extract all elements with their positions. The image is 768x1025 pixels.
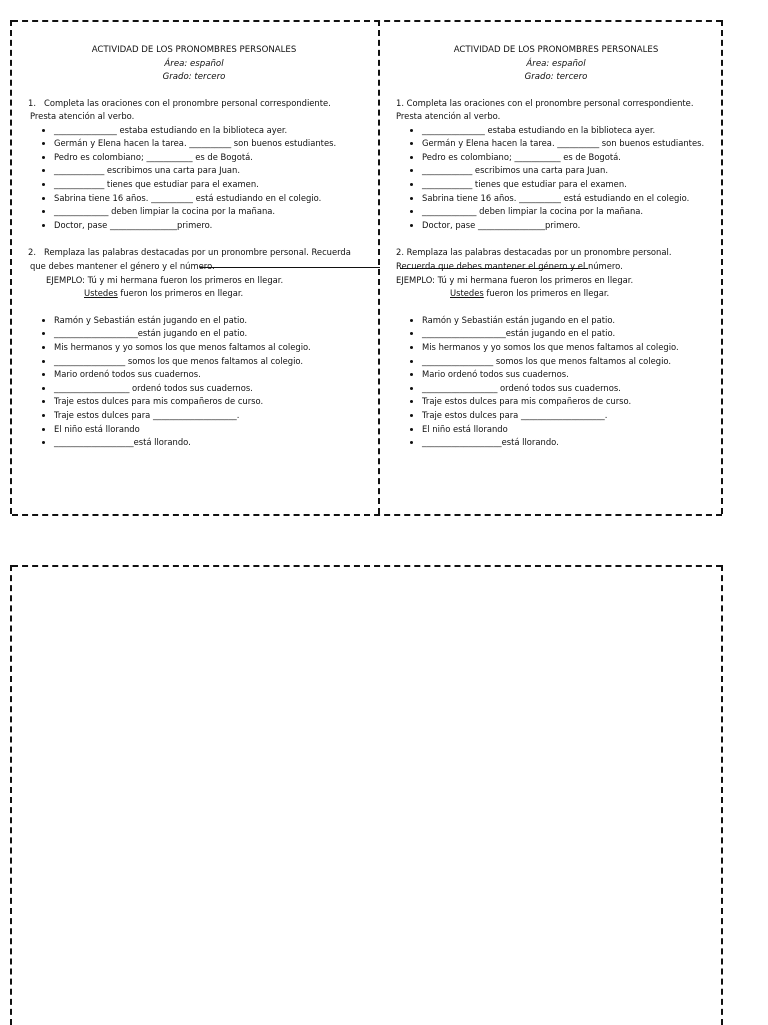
list-item: • _________________ somos los que menos faltamos al colegio. [54, 355, 360, 369]
example-sentence: EJEMPLO: Tú y mi hermana fueron los primeros en llegar. [396, 274, 634, 285]
list-item: • Ramón y Sebastián están jugando en el patio. [422, 314, 716, 328]
list-item: • Mis hermanos y yo somos los que menos faltamos al colegio. [422, 341, 716, 355]
example-answer-rest: fueron los primeros en llegar. [117, 288, 244, 299]
worksheet-right [396, 44, 716, 450]
section-1 [396, 97, 716, 233]
worksheet-header [28, 44, 360, 85]
section-1-instruction [396, 97, 716, 111]
section-1-instruction-line1: Completa las oraciones con el pronombre personal correspondiente. [44, 97, 331, 108]
list-item: • Traje estos dulces para ____________________. [54, 409, 360, 423]
example-answer [396, 287, 716, 301]
worksheet-left [28, 44, 360, 450]
example-answer-rest: fueron los primeros en llegar. [483, 288, 610, 299]
example-answer-word: Ustedes [84, 288, 118, 299]
list-item: • ____________ escribimos una carta para Juan. [54, 164, 360, 178]
list-item: • ____________ tienes que estudiar para el examen. [422, 178, 716, 192]
list-item: • ____________________están jugando en el patio. [422, 327, 716, 341]
list-item: • ____________ escribimos una carta para Juan. [422, 164, 716, 178]
section-2-instruction [396, 246, 716, 260]
pen-stroke [400, 268, 588, 269]
list-item: • Sabrina tiene 16 años. __________ está estudiando en el colegio. [422, 192, 716, 206]
list-item: • _____________ deben limpiar la cocina por la mañana. [422, 205, 716, 219]
section-2-list [28, 314, 360, 450]
pen-stroke [200, 267, 380, 268]
section-2 [396, 246, 716, 449]
example-answer-word: Ustedes [450, 288, 484, 299]
list-item: • ____________ tienes que estudiar para el examen. [54, 178, 360, 192]
section-1 [28, 97, 360, 233]
list-item: • Traje estos dulces para mis compañeros de curso. [54, 395, 360, 409]
section-1-instruction-line2: Presta atención al verbo. [30, 111, 135, 122]
list-item: • Ramón y Sebastián están jugando en el patio. [54, 314, 360, 328]
section-2-instruction-line2: Recuerda que debes mantener el género y el número. [396, 261, 623, 272]
worksheet-title: ACTIVIDAD DE LOS PRONOMBRES PERSONALES [453, 45, 659, 55]
section-1-list [28, 124, 360, 233]
section-2-number: 2. [396, 247, 404, 258]
list-item: • Mario ordenó todos sus cuadernos. [54, 368, 360, 382]
list-item: • _____________ deben limpiar la cocina por la mañana. [54, 205, 360, 219]
list-item: • Mario ordenó todos sus cuadernos. [422, 368, 716, 382]
list-item: • Germán y Elena hacen la tarea. __________ son buenos estudiantes. [54, 137, 360, 151]
section-1-number: 1. [28, 97, 36, 108]
list-item: • Germán y Elena hacen la tarea. __________ son buenos estudiantes. [422, 137, 716, 151]
section-1-instruction-line2: Presta atención al verbo. [396, 111, 501, 122]
worksheet-area: Área: español [526, 58, 586, 69]
section-1-list [396, 124, 716, 233]
list-item: • Traje estos dulces para ____________________. [422, 409, 716, 423]
section-2-instruction-line1: Remplaza las palabras destacadas por un pronombre personal. Recuerda [44, 247, 351, 258]
section-1-instruction-line1: Completa las oraciones con el pronombre personal correspondiente. [406, 97, 694, 108]
section-2-instruction-line2: que debes mantener el género y el número. [30, 261, 215, 272]
worksheet-area: Área: español [164, 58, 224, 69]
list-item: • _______________ estaba estudiando en la biblioteca ayer. [422, 124, 716, 138]
worksheet-grade: Grado: tercero [524, 72, 588, 82]
list-item: • Sabrina tiene 16 años. __________ está estudiando en el colegio. [54, 192, 360, 206]
list-item: • Pedro es colombiano; ___________ es de Bogotá. [54, 151, 360, 165]
section-2 [28, 246, 360, 449]
list-item: • ___________________está llorando. [54, 436, 360, 450]
worksheet-header [396, 44, 716, 85]
list-item: • _________________ somos los que menos faltamos al colegio. [422, 355, 716, 369]
list-item: • El niño está llorando [54, 423, 360, 437]
worksheet-grade: Grado: tercero [162, 72, 226, 82]
section-1-instruction [28, 97, 360, 111]
example-sentence: EJEMPLO: Tú y mi hermana fueron los primeros en llegar. [46, 274, 284, 285]
list-item: • Doctor, pase ________________primero. [54, 219, 360, 233]
list-item: • _______________ estaba estudiando en la biblioteca ayer. [54, 124, 360, 138]
list-item: • Pedro es colombiano; ___________ es de Bogotá. [422, 151, 716, 165]
section-2-instruction-line1: Remplaza las palabras destacadas por un pronombre personal. [406, 247, 672, 258]
example-answer [28, 287, 360, 301]
section-1-number: 1. [396, 97, 404, 108]
section-2-list [396, 314, 716, 450]
list-item: • ____________________están jugando en el patio. [54, 327, 360, 341]
list-item: • __________________ ordenó todos sus cuadernos. [422, 382, 716, 396]
list-item: • Mis hermanos y yo somos los que menos faltamos al colegio. [54, 341, 360, 355]
list-item: • Doctor, pase ________________primero. [422, 219, 716, 233]
worksheet-title: ACTIVIDAD DE LOS PRONOMBRES PERSONALES [91, 45, 297, 55]
list-item: • ___________________está llorando. [422, 436, 716, 450]
list-item: • __________________ ordenó todos sus cuadernos. [54, 382, 360, 396]
list-item: • Traje estos dulces para mis compañeros de curso. [422, 395, 716, 409]
section-2-instruction [28, 246, 360, 260]
list-item: • El niño está llorando [422, 423, 716, 437]
section-2-number: 2. [28, 247, 36, 258]
